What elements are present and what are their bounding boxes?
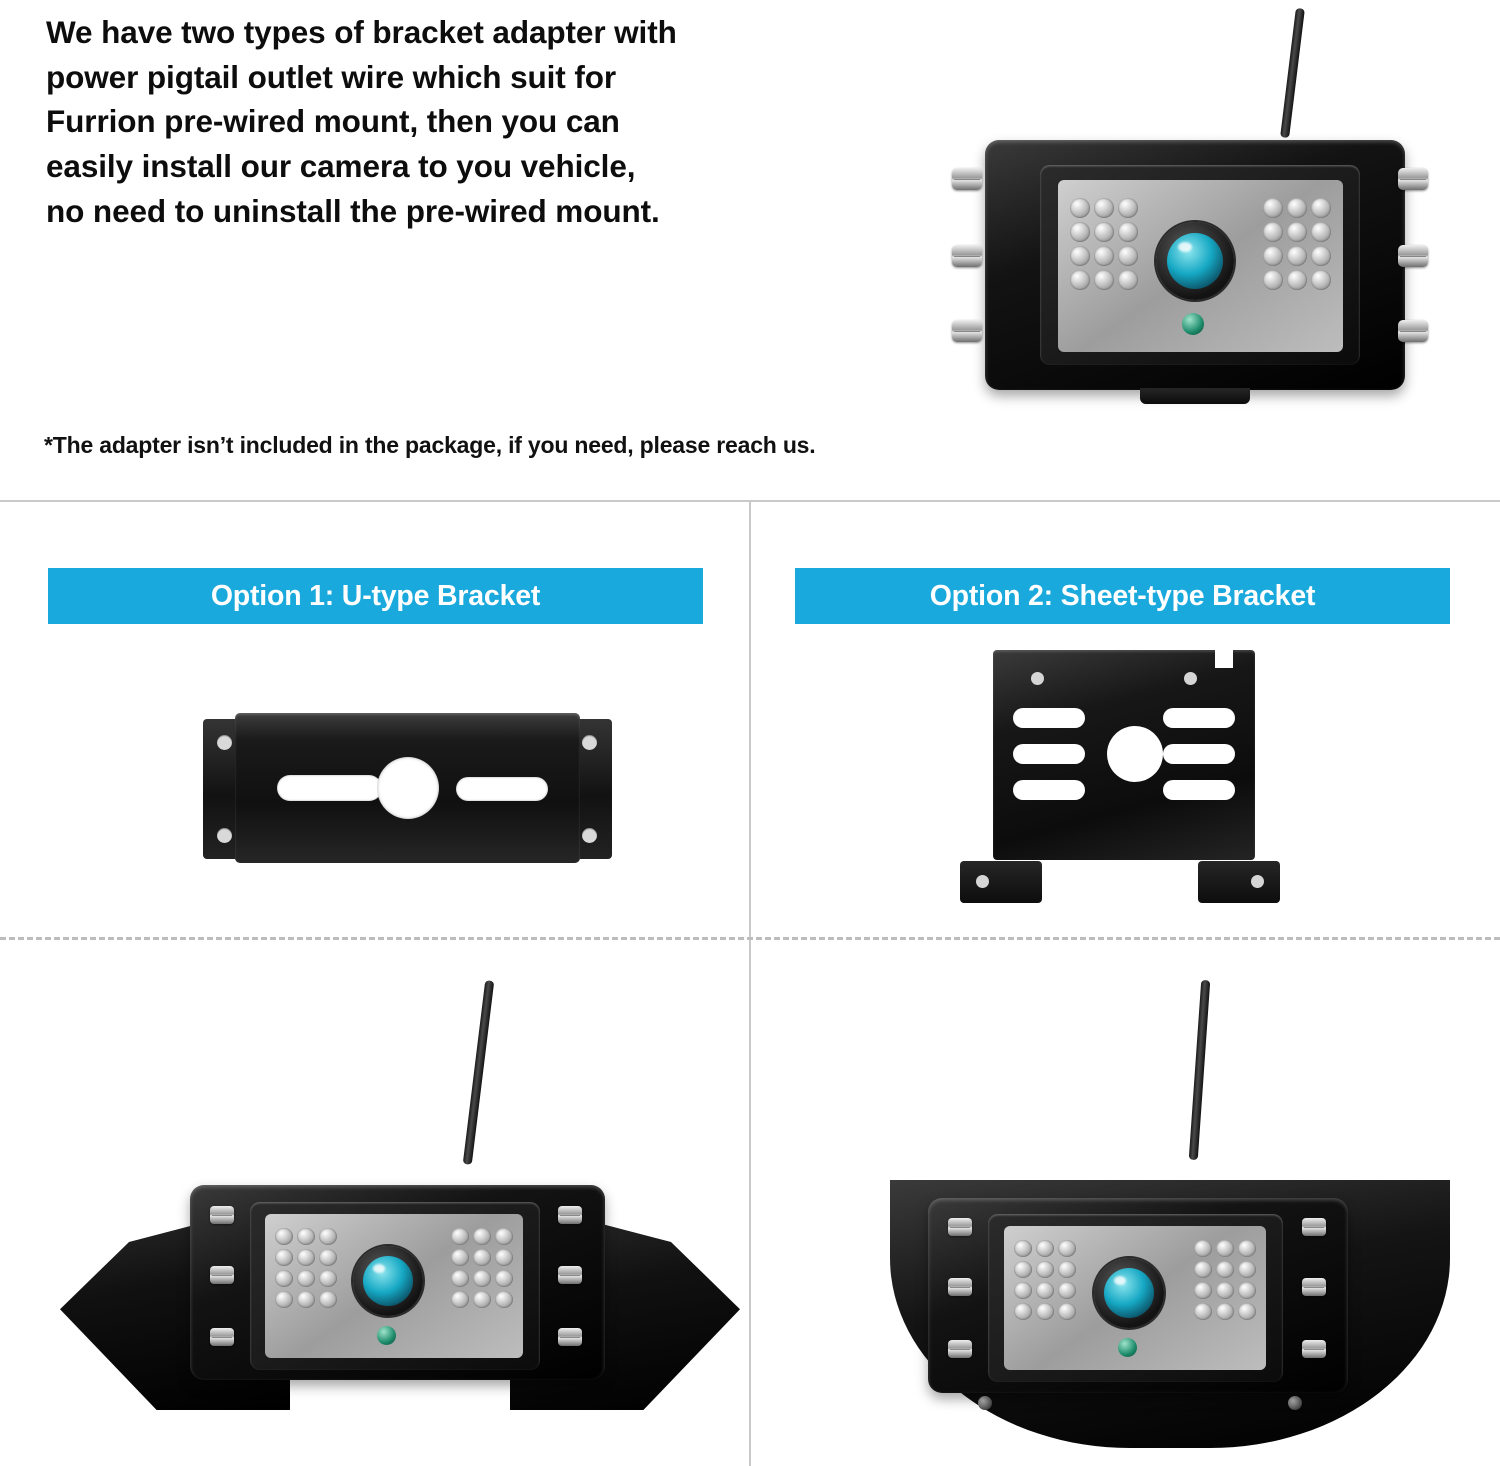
led-array-left [1070, 198, 1138, 290]
headline-line-1: We have two types of bracket adapter with [46, 14, 677, 50]
screw-right-top [558, 1206, 582, 1224]
screw-left-top [948, 1218, 972, 1236]
sheet-bracket-screw-right [1288, 1396, 1302, 1410]
light-sensor [1182, 313, 1204, 335]
lens-glint [1114, 1276, 1126, 1285]
camera-u-bracket-assembly [60, 980, 740, 1450]
headline-line-3: Furrion pre-wired mount, then you can [46, 103, 620, 140]
u-bracket-slot-left [277, 775, 382, 801]
option-1-banner [48, 568, 703, 624]
led-array-left [1014, 1240, 1076, 1320]
sheet-bracket-slot-l3 [1013, 780, 1085, 800]
screw-left-bottom [952, 320, 982, 342]
lens-housing [1156, 222, 1234, 300]
led-array-right [451, 1228, 513, 1308]
u-bracket-center-hole [377, 757, 439, 819]
camera-face [1004, 1226, 1266, 1370]
screw-right-top [1302, 1218, 1326, 1236]
sheet-bracket-foot-right [1198, 861, 1280, 903]
led-array-left [275, 1228, 337, 1308]
divider-vertical [749, 502, 751, 1466]
screw-left-bottom [948, 1340, 972, 1358]
antenna-icon [463, 980, 494, 1165]
antenna-icon [1189, 980, 1211, 1160]
lens-glint [1178, 242, 1192, 252]
screw-right-bottom [1398, 320, 1428, 342]
light-sensor [1118, 1338, 1137, 1357]
sheet-bracket-hole-2 [1184, 672, 1197, 685]
sheet-bracket-foot-hole-right [1251, 875, 1264, 888]
lens-housing [353, 1246, 423, 1316]
screw-left-middle [210, 1266, 234, 1284]
camera-lens [363, 1256, 413, 1306]
screw-right-bottom [558, 1328, 582, 1346]
sheet-bracket-foot-left [960, 861, 1042, 903]
lens-housing [1094, 1258, 1164, 1328]
headline-line-2: power pigtail outlet wire which suit for [46, 58, 617, 95]
camera-face [265, 1214, 523, 1358]
u-bracket-hole-2 [217, 828, 232, 843]
camera-bottom-tab [1140, 388, 1250, 404]
screw-left-bottom [210, 1328, 234, 1346]
sheet-bracket-slot-r3 [1163, 780, 1235, 800]
option-2-banner [795, 568, 1450, 624]
sheet-bracket-slot-r1 [1163, 708, 1235, 728]
screw-right-top [1398, 168, 1428, 190]
u-bracket-hole-3 [582, 735, 597, 750]
hero-camera-image [930, 0, 1450, 420]
disclaimer-note: *The adapter isn’t included in the package, if you need, please reach us. [44, 432, 816, 458]
screw-right-bottom [1302, 1340, 1326, 1358]
screw-left-top [210, 1206, 234, 1224]
sheet-bracket-foot-hole-left [976, 875, 989, 888]
sheet-bracket-hole-1 [1031, 672, 1044, 685]
light-sensor [377, 1326, 396, 1345]
camera-sheet-bracket-assembly [810, 980, 1470, 1450]
screw-right-middle [1302, 1278, 1326, 1296]
sheet-bracket-center-hole [1107, 726, 1163, 782]
u-bracket-hole-1 [217, 735, 232, 750]
camera-lens [1167, 233, 1223, 289]
u-bracket-hole-4 [582, 828, 597, 843]
page-title [46, 10, 906, 234]
u-bracket-slot-right [456, 777, 548, 801]
option-2-label: Option 2: Sheet-type Bracket [929, 579, 1316, 612]
u-type-bracket-image [195, 705, 620, 870]
led-array-right [1263, 198, 1331, 290]
camera-face [1058, 180, 1343, 352]
sheet-bracket-slot-r2 [1163, 744, 1235, 764]
screw-right-middle [558, 1266, 582, 1284]
headline-line-5: no need to uninstall the pre-wired mount. [46, 192, 660, 229]
screw-left-top [952, 168, 982, 190]
screw-left-middle [952, 245, 982, 267]
lens-glint [373, 1264, 385, 1273]
antenna-icon [1280, 8, 1305, 138]
sheet-bracket-notch [1215, 650, 1233, 668]
sheet-bracket-screw-left [978, 1396, 992, 1410]
u-bracket-plate [235, 713, 580, 863]
sheet-type-bracket-image [960, 650, 1280, 905]
sheet-bracket-plate [993, 650, 1255, 860]
top-section [0, 0, 1500, 500]
sheet-bracket-slot-l1 [1013, 708, 1085, 728]
headline-line-4: easily install our camera to you vehicle, [46, 148, 636, 185]
led-array-right [1194, 1240, 1256, 1320]
divider-dashed [0, 937, 1500, 940]
screw-right-middle [1398, 245, 1428, 267]
screw-left-middle [948, 1278, 972, 1296]
option-1-label: Option 1: U-type Bracket [210, 579, 541, 612]
sheet-bracket-slot-l2 [1013, 744, 1085, 764]
camera-lens [1104, 1268, 1154, 1318]
